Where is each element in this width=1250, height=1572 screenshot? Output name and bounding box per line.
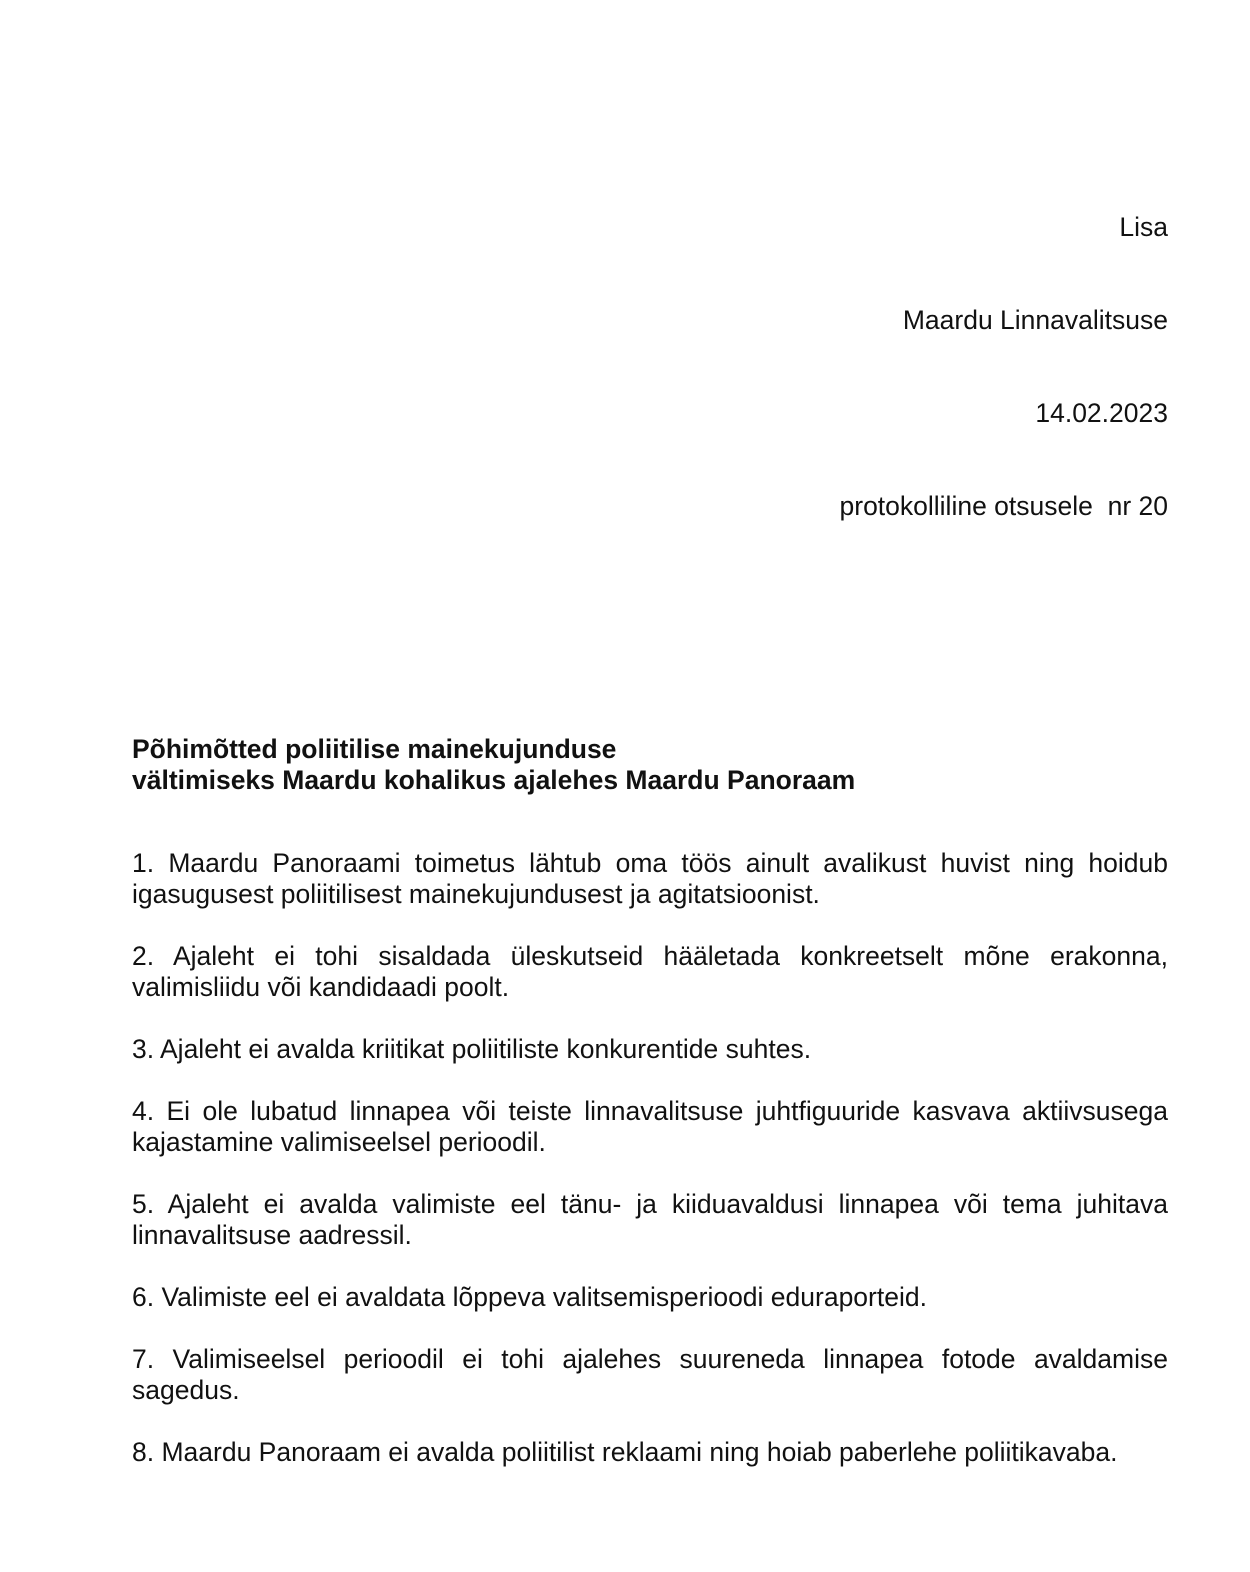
paragraph-5: 5. Ajaleht ei avalda valimiste eel tänu- ja kiiduavaldusi linnapea või tema juhitava linnavalitsuse aadressil. <box>132 1189 1168 1250</box>
paragraph-2: 2. Ajaleht ei tohi sisaldada üleskutseid hääletada konkreetselt mõne erakonna, valimisliidu või kandidaadi poolt. <box>132 941 1168 1002</box>
reference-line-decision-number: protokolliline otsusele nr 20 <box>839 491 1168 521</box>
document-title <box>132 734 1168 796</box>
reference-line-date: 14.02.2023 <box>1035 398 1168 428</box>
paragraph-3: 3. Ajaleht ei avalda kriitikat poliitiliste konkurentide suhtes. <box>132 1034 812 1064</box>
paragraph-8: 8. Maardu Panoraam ei avalda poliitilist reklaami ning hoiab paberlehe poliitikavaba. <box>132 1437 1118 1467</box>
reference-line-authority: Maardu Linnavalitsuse <box>902 305 1168 335</box>
paragraph-1: 1. Maardu Panoraami toimetus lähtub oma töös ainult avalikust huvist ning hoidub igasugusest poliitilisest mainekujundusest ja agitatsioonist. <box>132 848 1168 909</box>
reference-line-annex: Lisa <box>1119 212 1168 242</box>
paragraph-6: 6. Valimiste eel ei avaldata lõppeva valitsemisperioodi eduraporteid. <box>132 1282 927 1312</box>
paragraph-4: 4. Ei ole lubatud linnapea või teiste linnavalitsuse juhtfiguuride kasvava aktiivsusega kajastamine valimiseelsel perioodil. <box>132 1096 1168 1157</box>
paragraph-7: 7. Valimiseelsel perioodil ei tohi ajalehes suureneda linnapea fotode avaldamise sagedus. <box>132 1344 1168 1405</box>
document-title-line-2: vältimiseks Maardu kohalikus ajalehes Maardu Panoraam <box>132 765 856 795</box>
document-reference-block <box>132 150 1168 584</box>
document-title-line-1: Põhimõtted poliitilise mainekujunduse <box>132 734 617 764</box>
